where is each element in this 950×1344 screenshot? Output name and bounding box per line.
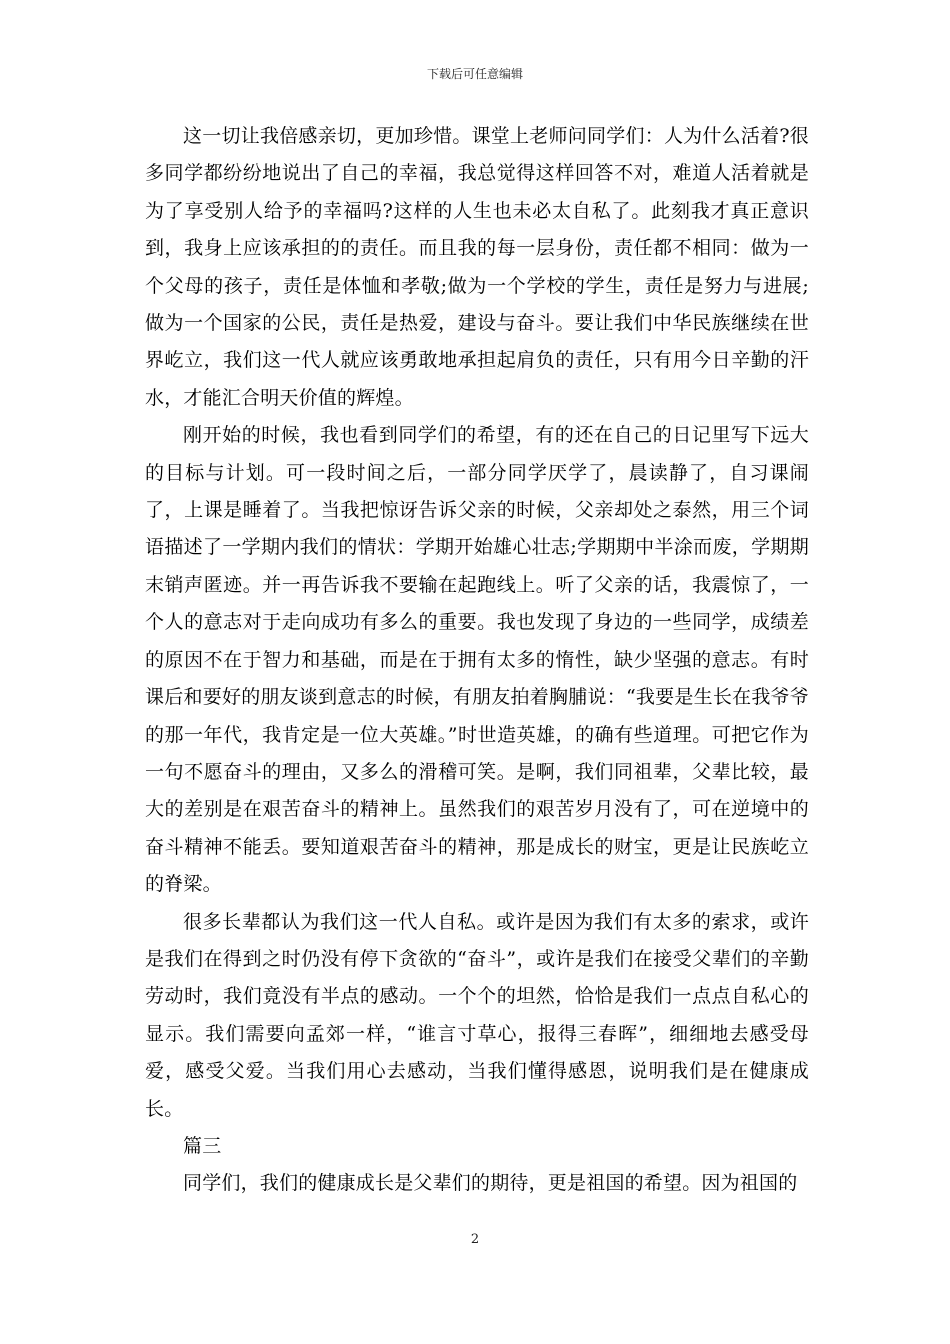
document-body	[145, 118, 809, 1203]
page-number: 2	[470, 1232, 480, 1247]
paragraph-1: 这一切让我倍感亲切，更加珍惜。课堂上老师问同学们：人为什么活着?很多同学都纷纷地说出了自己的幸福，我总觉得这样回答不对，难道人活着就是为了享受别人给予的幸福吗?这样的人生也未必太自私了。此刻我才真正意识到，我身上应该承担的的责任。而且我的每一层身份，责任都不相同：做为一个父母的孩子，责任是体恤和孝敬;做为一个学校的学生，责任是努力与进展;做为一个国家的公民，责任是热爱，建设与奋斗。要让我们中华民族继续在世界屹立，我们这一代人就应该勇敢地承担起肩负的责任，只有用今日辛勤的汗水，才能汇合明天价值的辉煌。	[145, 125, 809, 409]
page-header: 下载后可任意编辑	[426, 67, 523, 81]
paragraph-2: 刚开始的时候，我也看到同学们的希望，有的还在自己的日记里写下远大的目标与计划。可一段时间之后，一部分同学厌学了，晨读静了，自习课闹了，上课是睡着了。当我把惊讶告诉父亲的时候，父亲却处之泰然，用三个词语描述了一学期内我们的情状：学期开始雄心壮志;学期期中半涂而废，学期期末销声匿迹。并一再告诉我不要输在起跑线上。听了父亲的话，我震惊了，一个人的意志对于走向成功有多么的重要。我也发现了身边的一些同学，成绩差的原因不在于智力和基础，而是在于拥有太多的惰性，缺少坚强的意志。有时课后和要好的朋友谈到意志的时候，有朋友拍着胸脯说：“我要是生长在我爷爷的那一年代，我肯定是一位大英雄。”时世造英雄，的确有些道理。可把它作为一句不愿奋斗的理由，又多么的滑稽可笑。是啊，我们同祖辈，父辈比较，最大的差别是在艰苦奋斗的精神上。虽然我们的艰苦岁月没有了，可在逆境中的奋斗精神不能丢。要知道艰苦奋斗的精神，那是成长的财宝，更是让民族屹立的脊梁。	[145, 424, 809, 896]
paragraph-4: 同学们，我们的健康成长是父辈们的期待，更是祖国的希望。因为祖国的	[183, 1172, 798, 1195]
paragraph-3: 很多长辈都认为我们这一代人自私。或许是因为我们有太多的索求，或许是我们在得到之时仍没有停下贪欲的“奋斗”，或许是我们在接受父辈们的辛勤劳动时，我们竟没有半点的感动。一个个的坦然，恰恰是我们一点点自私心的显示。我们需要向孟郊一样，“谁言寸草心，报得三春晖”，细细地去感受母爱，感受父爱。当我们用心去感动，当我们懂得感恩，说明我们是在健康成长。	[145, 910, 809, 1120]
section-heading: 篇三	[183, 1134, 222, 1157]
